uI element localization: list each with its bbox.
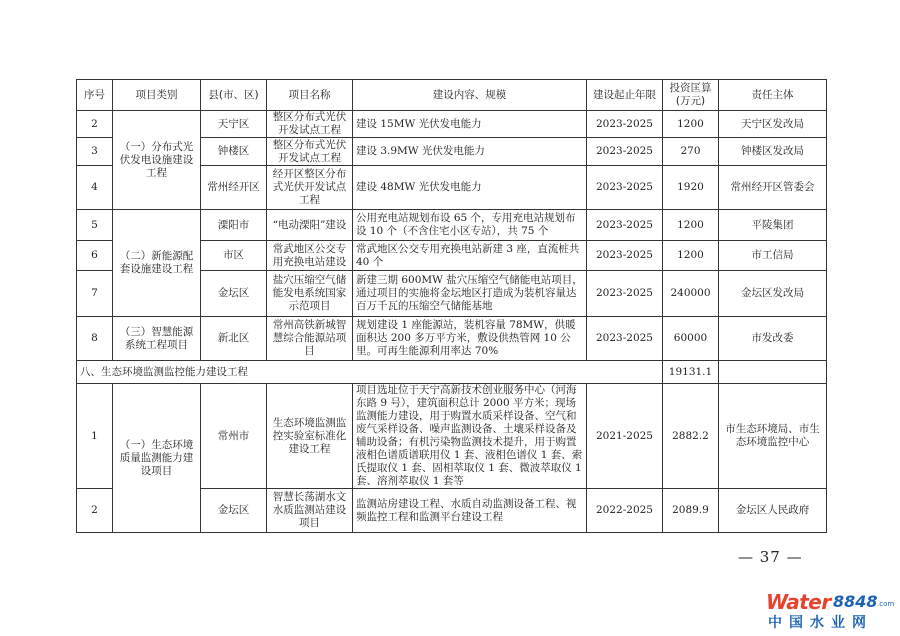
row-number: 2 [77,489,113,533]
header-row [77,80,827,111]
content-cell: 新建三期 600MW 盐穴压缩空气储能电站项目，通过项目的实施将金坛地区打造成为装机容量达百万千瓦的压缩空气储能基地 [353,271,587,317]
owner-cell: 钟楼区发改局 [719,138,827,166]
table-row [77,210,827,241]
category-cell: （一）分布式光伏发电设施建设工程 [113,111,201,210]
content-cell: 监测站房建设工程、水质自动监测设备工程、视频监控工程和监测平台建设工程 [353,489,587,533]
project-name-cell: 整区分布式光伏开发试点工程 [267,111,353,138]
page-number: — 37 — [738,548,803,566]
header-cell: 序号 [77,80,113,111]
project-name-cell: 生态环境监测监控实验室标准化建设工程 [267,384,353,489]
invest-cell: 1200 [663,241,719,271]
project-name-cell: 常州高铁新城智慧综合能源站项目 [267,317,353,361]
project-name-cell: “电动溧阳”建设 [267,210,353,241]
invest-cell: 2882.2 [663,384,719,489]
section-title: 八、生态环境监测监控能力建设工程 [77,361,663,384]
owner-cell: 金坛区人民政府 [719,489,827,533]
period-cell: 2023-2025 [587,210,663,241]
period-cell: 2023-2025 [587,166,663,210]
header-cell: 投资匡算(万元) [663,80,719,111]
row-number: 8 [77,317,113,361]
invest-cell: 1920 [663,166,719,210]
district-cell: 常州市 [201,384,267,489]
watermark-cn: 中国水业网 [768,615,873,631]
row-number: 1 [77,384,113,489]
empty-cell [719,361,827,384]
header-cell: 项目类别 [113,80,201,111]
table-row [77,317,827,361]
content-cell: 建设 15MW 光伏发电能力 [353,111,587,138]
project-table [76,79,827,533]
invest-cell: 2089.9 [663,489,719,533]
header-cell: 责任主体 [719,80,827,111]
period-cell: 2023-2025 [587,138,663,166]
category-cell: （一）生态环境质量监测能力建设项目 [113,384,201,533]
owner-cell: 市生态环境局、市生态环境监控中心 [719,384,827,489]
owner-cell: 常州经开区管委会 [719,166,827,210]
project-name-cell: 盐穴压缩空气储能发电系统国家示范项目 [267,271,353,317]
invest-cell: 60000 [663,317,719,361]
content-cell: 规划建设 1 座能源站，装机容量 78MW，供暖面积达 200 多万平方米，敷设供热管网 10 公里。可再生能源利用率达 70% [353,317,587,361]
owner-cell: 金坛区发改局 [719,271,827,317]
row-number: 7 [77,271,113,317]
row-number: 5 [77,210,113,241]
section-invest: 19131.1 [663,361,719,384]
category-cell: （二）新能源配套设施建设工程 [113,210,201,317]
district-cell: 市区 [201,241,267,271]
header-cell: 项目名称 [267,80,353,111]
owner-cell: 天宁区发改局 [719,111,827,138]
owner-cell: 市发改委 [719,317,827,361]
project-name-cell: 常武地区公交专用充换电站建设 [267,241,353,271]
watermark-brand-a: Water [766,590,831,614]
content-cell: 公用充电站规划布设 65 个，专用充电站规划布设 10 个（不含住宅小区专站），共 75 个 [353,210,587,241]
header-cell: 县(市、区) [201,80,267,111]
period-cell: 2023-2025 [587,317,663,361]
owner-cell: 平陵集团 [719,210,827,241]
header-cell: 建设起止年限 [587,80,663,111]
district-cell: 新北区 [201,317,267,361]
district-cell: 溧阳市 [201,210,267,241]
period-cell: 2022-2025 [587,489,663,533]
row-number: 4 [77,166,113,210]
invest-cell: 240000 [663,271,719,317]
invest-cell: 270 [663,138,719,166]
header-cell: 建设内容、规模 [353,80,587,111]
row-number: 6 [77,241,113,271]
project-name-cell: 经开区整区分布式光伏开发试点工程 [267,166,353,210]
row-number: 3 [77,138,113,166]
project-name-cell: 智慧长荡湖水文水质监测站建设项目 [267,489,353,533]
invest-cell: 1200 [663,111,719,138]
period-cell: 2023-2025 [587,271,663,317]
table-row [77,111,827,138]
section-row [77,361,827,384]
district-cell: 常州经开区 [201,166,267,210]
district-cell: 金坛区 [201,489,267,533]
table-row [77,384,827,489]
district-cell: 钟楼区 [201,138,267,166]
category-cell: （三）智慧能源系统工程项目 [113,317,201,361]
period-cell: 2023-2025 [587,241,663,271]
content-cell: 项目选址位于天宁高新技术创业服务中心（河海东路 9 号），建筑面积总计 2000 平方米；现场监测能力建设，用于购置水质采样设备、空气和废气采样设备、噪声监测设备、土壤采样设备及辅助设备；有机污染物监测技术提升，用于购置液相色谱质谱联用仪 1 套、液相色谱仪 1 套、索氏提取仪 1 套、固相萃取仪 1 套、微波萃取仪 1 套、溶剂萃取仪 1 套等 [353,384,587,489]
content-cell: 常武地区公交专用充换电站新建 3 座，直流桩共 40 个 [353,241,587,271]
watermark-logo [766,590,895,632]
owner-cell: 市工信局 [719,241,827,271]
content-cell: 建设 48MW 光伏发电能力 [353,166,587,210]
period-cell: 2023-2025 [587,111,663,138]
row-number: 2 [77,111,113,138]
watermark-brand-b: 8848 [833,592,878,611]
district-cell: 天宁区 [201,111,267,138]
period-cell: 2021-2025 [587,384,663,489]
content-cell: 建设 3.9MW 光伏发电能力 [353,138,587,166]
watermark-brand-c: .com [877,600,895,608]
district-cell: 金坛区 [201,271,267,317]
invest-cell: 1200 [663,210,719,241]
project-name-cell: 整区分布式光伏开发试点工程 [267,138,353,166]
